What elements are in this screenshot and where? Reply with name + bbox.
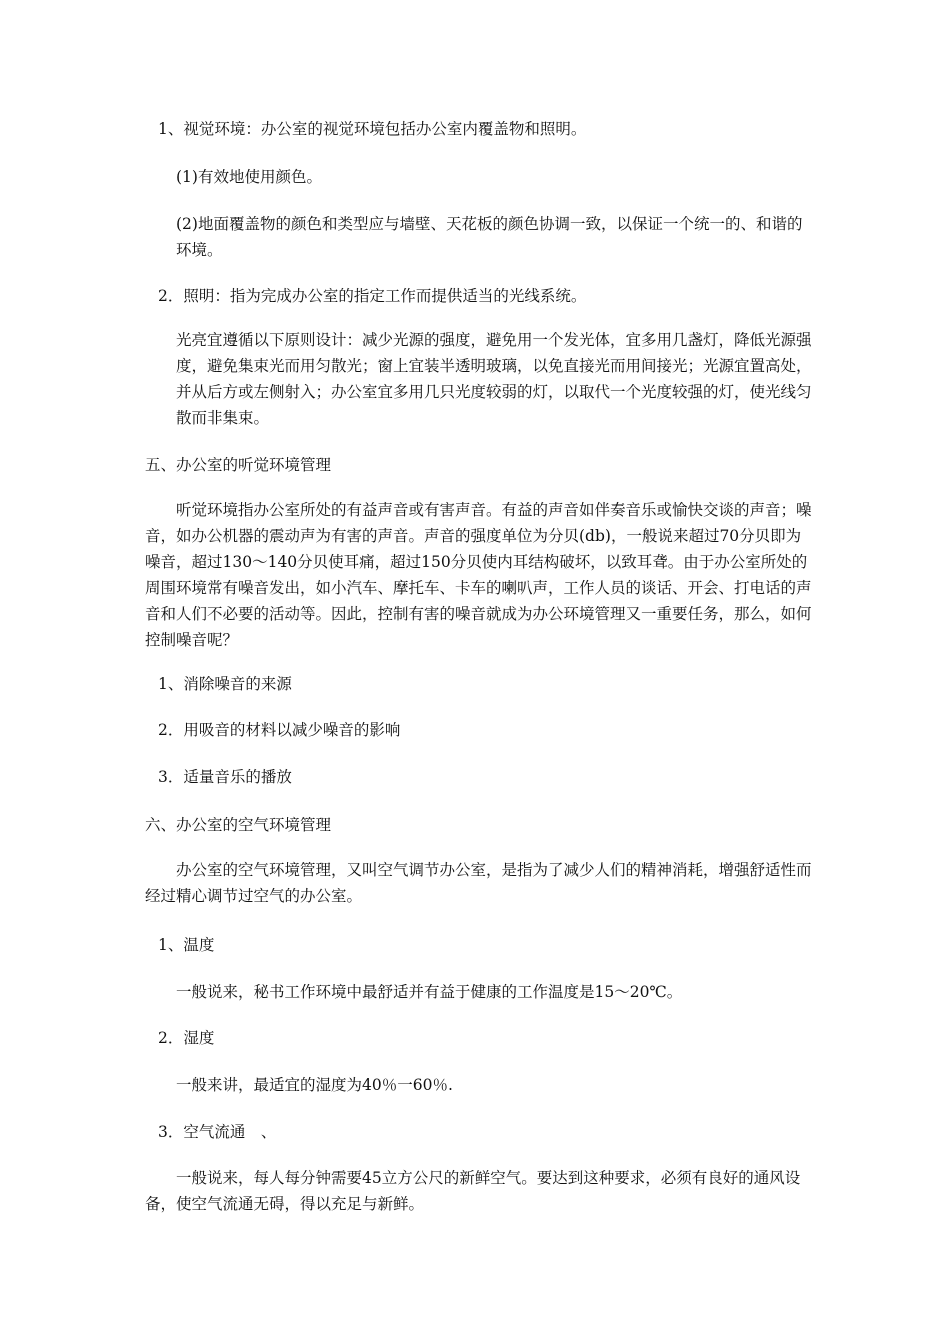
paragraph-auditory-environment: 听觉环境指办公室所处的有益声音或有害声音。有益的声音如伴奏音乐或愉快交谈的声音；噪音，如办公机器的震动声为有害的声音。声音的强度单位为分贝(db)，一般说来超过70分贝即为噪音，超过130～140分贝使耳痛，超过150分贝使内耳结构破坏，以致耳聋。由于办公室所处的周围环境常有噪音发出，如小汽车、摩托车、卡车的喇叭声，工作人员的谈话、开会、打电话的声音和人们不必要的活动等。因此，控制有害的噪音就成为办公环境管理又一重要任务，那么，如何控制噪音呢？ <box>145 501 812 649</box>
heading-auditory-environment: 五、办公室的听觉环境管理 <box>145 456 332 474</box>
paragraph-air-circulation: 一般说来，每人每分钟需要45立方公尺的新鲜空气。要达到这种要求，必须有良好的通风设备，使空气流通无碍，得以充足与新鲜。 <box>145 1169 801 1213</box>
list-item-eliminate-noise-source: 1、消除噪音的来源 <box>158 675 292 693</box>
sub-item-color-usage: (1)有效地使用颜色。 <box>176 168 322 186</box>
paragraph-lighting-principles: 光亮宜遵循以下原则设计：减少光源的强度，避免用一个发光体，宜多用几盏灯，降低光源强度，避免集束光而用匀散光；窗上宜装半透明玻璃，以免直接光而用间接光；光源宜置高处，并从后方或左侧射入；办公室宜多用几只光度较弱的灯，以取代一个光度较强的灯，使光线匀散而非集束。 <box>176 331 812 427</box>
paragraph-air-environment: 办公室的空气环境管理，又叫空气调节办公室，是指为了减少人们的精神消耗，增强舒适性而经过精心调节过空气的办公室。 <box>145 861 812 905</box>
paragraph-temperature: 一般说来，秘书工作环境中最舒适并有益于健康的工作温度是15～20℃。 <box>176 983 683 1001</box>
sub-item-floor-covering: (2)地面覆盖物的颜色和类型应与墙壁、天花板的颜色协调一致，以保证一个统一的、和谐的环境。 <box>176 215 803 259</box>
list-item-air-circulation: 3．空气流通 、 <box>158 1123 277 1141</box>
list-item-temperature: 1、温度 <box>158 936 215 954</box>
section-item-lighting: 2．照明：指为完成办公室的指定工作而提供适当的光线系统。 <box>158 287 587 305</box>
heading-air-environment: 六、办公室的空气环境管理 <box>145 816 332 834</box>
list-item-sound-absorbing-material: 2．用吸音的材料以减少噪音的影响 <box>158 721 401 739</box>
section-item-visual-environment: 1、视觉环境：办公室的视觉环境包括办公室内覆盖物和照明。 <box>158 120 587 138</box>
list-item-humidity: 2．湿度 <box>158 1029 215 1047</box>
list-item-music-playback: 3．适量音乐的播放 <box>158 768 292 786</box>
paragraph-humidity: 一般来讲，最适宜的湿度为40％一60％. <box>176 1076 453 1094</box>
